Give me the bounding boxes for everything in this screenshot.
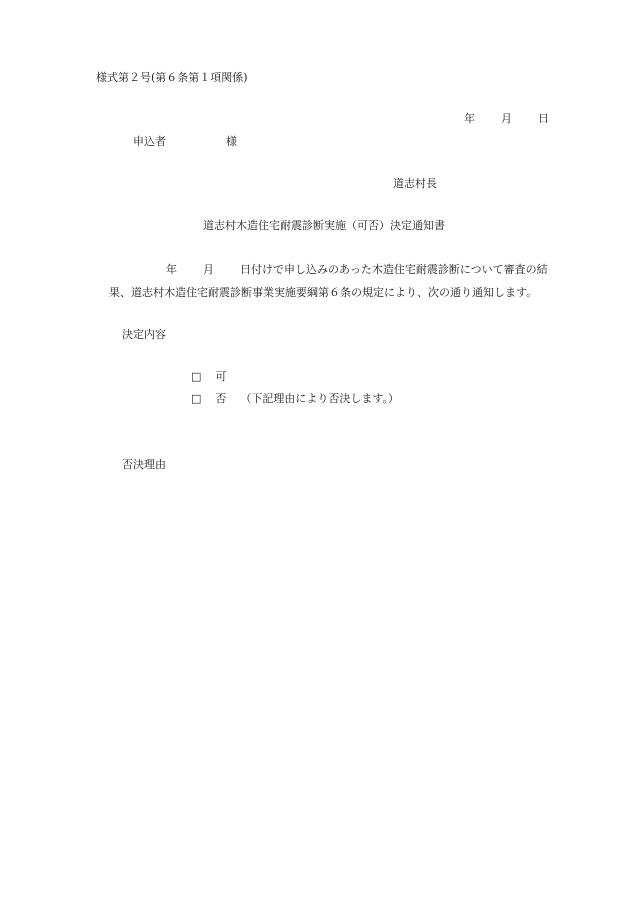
form-number: 様式第２号(第６条第１項関係) [96,71,248,84]
checkbox-yes: □ [191,370,202,383]
date-day: 日 [538,112,549,125]
option-yes [191,370,226,384]
body-month: 月 [203,263,214,276]
option-no [191,392,399,406]
option-no-note: （下記理由により否決します。） [240,392,400,405]
checkbox-no: □ [191,392,202,405]
date-month: 月 [501,112,512,125]
document-title: 道志村木造住宅耐震診断実施（可否）決定通知書 [203,219,445,232]
option-no-text: 否 [215,392,227,405]
body-line1-text: 日付けで申し込みのあった木造住宅耐震診断について審査の結 [240,263,548,276]
rejection-reason-label: 否決理由 [122,458,166,471]
applicant-label: 申込者 [133,135,166,148]
date-line [464,112,549,126]
decision-label: 決定内容 [122,328,166,341]
applicant-line [133,135,237,149]
body-line-2: 果、道志村木造住宅耐震診断事業実施要綱第６条の規定により、次の通り通知します。 [109,286,538,299]
option-yes-text: 可 [215,370,227,383]
issuer: 道志村長 [393,177,437,190]
applicant-honorific: 様 [226,135,237,148]
body-line-1 [166,263,548,277]
body-year: 年 [166,263,177,276]
date-year: 年 [464,112,475,125]
